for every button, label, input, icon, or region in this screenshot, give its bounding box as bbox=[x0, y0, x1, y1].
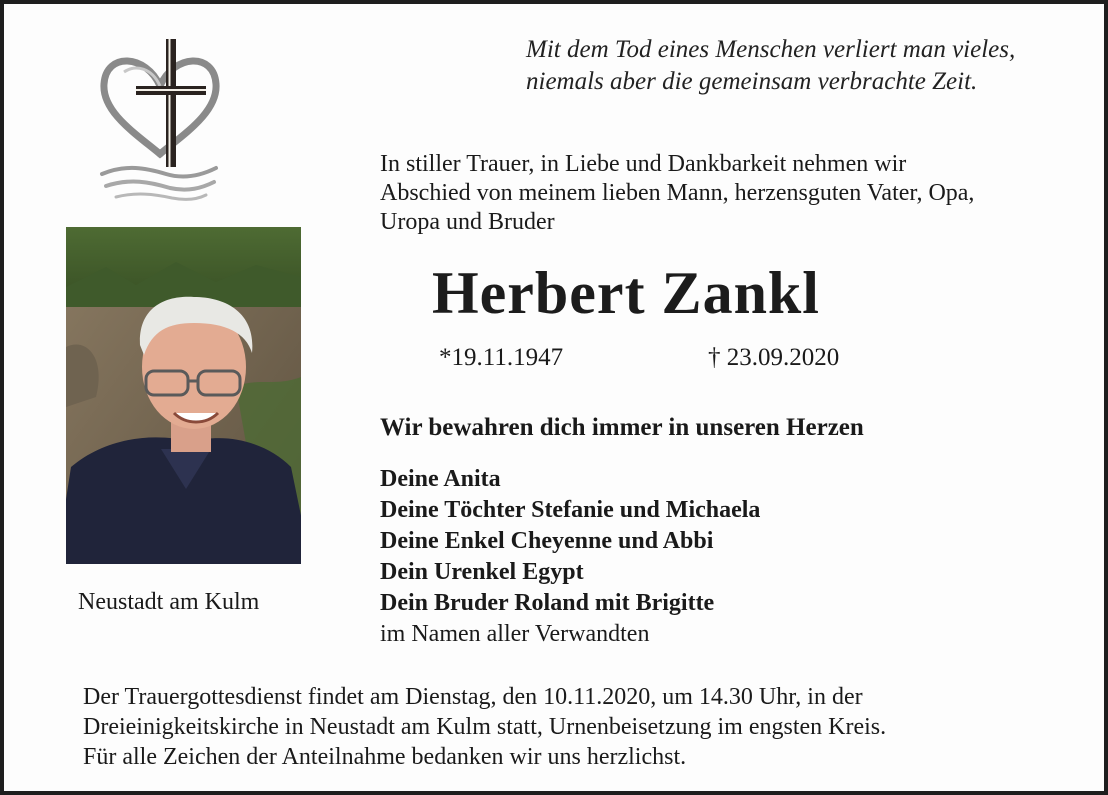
service-line: Dreieinigkeitskirche in Neustadt am Kulm statt, Urnenbeisetzung im engsten Kreis. bbox=[83, 714, 887, 740]
mourner-entry: Dein Urenkel Egypt bbox=[380, 559, 584, 585]
cross-heart-waves-icon bbox=[96, 34, 226, 204]
closing-line: im Namen aller Verwandten bbox=[380, 621, 650, 647]
death-date: † 23.09.2020 bbox=[708, 344, 840, 371]
mourner-entry: Deine Anita bbox=[380, 466, 501, 492]
mourners-list bbox=[380, 464, 760, 650]
mourner-entry: Dein Bruder Roland mit Brigitte bbox=[380, 590, 715, 616]
intro-line: Abschied von meinem lieben Mann, herzensguten Vater, Opa, bbox=[380, 180, 975, 206]
motto-quote bbox=[526, 34, 1015, 98]
keepsake-line: Wir bewahren dich immer in unseren Herzen bbox=[380, 414, 864, 441]
location-label: Neustadt am Kulm bbox=[78, 589, 260, 615]
service-line: Der Trauergottesdienst findet am Dienstag, den 10.11.2020, um 14.30 Uhr, in der bbox=[83, 684, 863, 710]
deceased-name: Herbert Zankl bbox=[432, 260, 820, 326]
service-line: Für alle Zeichen der Anteilnahme bedanken wir uns herzlichst. bbox=[83, 744, 687, 770]
intro-line: In stiller Trauer, in Liebe und Dankbarkeit nehmen wir bbox=[380, 151, 907, 177]
motto-line: Mit dem Tod eines Menschen verliert man vieles, bbox=[526, 36, 1016, 63]
intro-text bbox=[380, 150, 1080, 237]
birth-date: *19.11.1947 bbox=[439, 344, 564, 371]
portrait-photo bbox=[66, 227, 301, 564]
service-info bbox=[83, 682, 886, 772]
intro-line: Uropa und Bruder bbox=[380, 209, 555, 235]
mourner-entry: Deine Enkel Cheyenne und Abbi bbox=[380, 528, 714, 554]
mourner-entry: Deine Töchter Stefanie und Michaela bbox=[380, 497, 761, 523]
motto-line: niemals aber die gemeinsam verbrachte Zeit. bbox=[526, 68, 978, 95]
